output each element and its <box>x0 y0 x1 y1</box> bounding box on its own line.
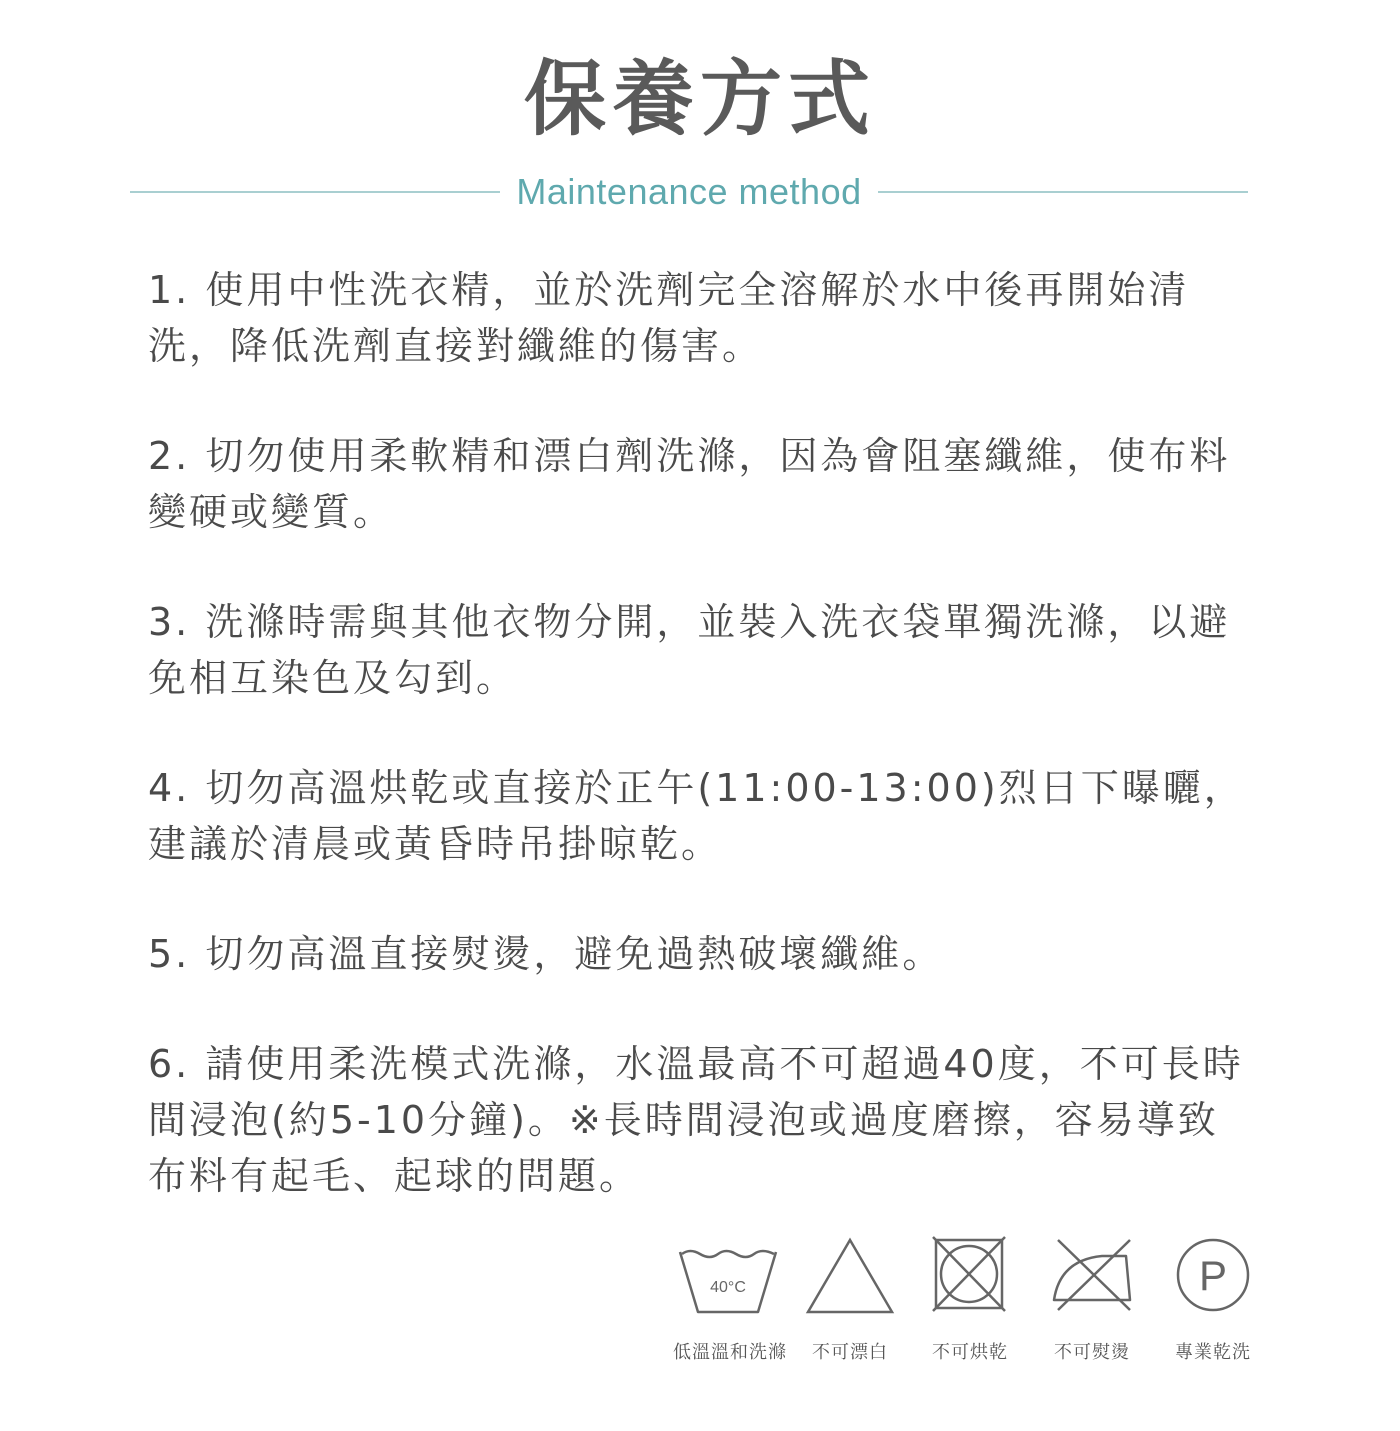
page-subtitle: Maintenance method <box>516 171 862 212</box>
divider-left <box>130 191 500 193</box>
wash-basin-40c-icon <box>660 1230 800 1330</box>
care-label-dryclean: 專業乾洗 <box>1175 1342 1251 1363</box>
dry-clean-letter: P <box>1198 1252 1228 1299</box>
care-item-dryclean <box>1143 1230 1283 1370</box>
triangle-no-bleach-icon <box>780 1230 920 1330</box>
wash-temp-label: 40°C <box>710 1279 746 1296</box>
care-note-2: 2. 切勿使用柔軟精和漂白劑洗滌，因為會阻塞纖維，使布料變硬或變質。 <box>148 434 1231 534</box>
care-note-1: 1. 使用中性洗衣精，並於洗劑完全溶解於水中後再開始清洗，降低洗劑直接對纖維的傷害。 <box>148 268 1190 368</box>
tumble-dry-crossed-icon <box>900 1230 1040 1330</box>
page-title: 保養方式 <box>523 52 876 147</box>
care-note-4: 4. 切勿高溫烘乾或直接於正午(11:00-13:00)烈日下曝曬，建議於清晨或黃昏時吊掛晾乾。 <box>148 766 1245 866</box>
care-item-wash <box>660 1230 800 1370</box>
care-item-dry <box>900 1230 1040 1370</box>
dry-clean-p-icon <box>1143 1230 1283 1330</box>
care-label-iron: 不可熨燙 <box>1054 1342 1130 1363</box>
iron-crossed-icon <box>1022 1230 1162 1330</box>
care-item-iron <box>1022 1230 1162 1370</box>
care-note-5: 5. 切勿高溫直接熨燙，避免過熱破壞纖維。 <box>148 932 944 976</box>
subtitle-row <box>130 170 1248 214</box>
care-label-dry: 不可烘乾 <box>932 1342 1008 1363</box>
care-symbols <box>660 1230 1270 1370</box>
care-instructions-list <box>148 262 1258 1258</box>
care-note-6: 6. 請使用柔洗模式洗滌，水溫最高不可超過40度，不可長時間浸泡(約5-10分鐘)。※長時間浸泡或過度磨擦，容易導致布料有起毛、起球的問題。 <box>148 1042 1244 1198</box>
divider-right <box>878 191 1248 193</box>
care-item-bleach <box>780 1230 920 1370</box>
care-label-wash: 低溫溫和洗滌 <box>673 1342 787 1363</box>
care-note-3: 3. 洗滌時需與其他衣物分開，並裝入洗衣袋單獨洗滌，以避免相互染色及勾到。 <box>148 600 1231 700</box>
care-label-bleach: 不可漂白 <box>812 1342 888 1363</box>
